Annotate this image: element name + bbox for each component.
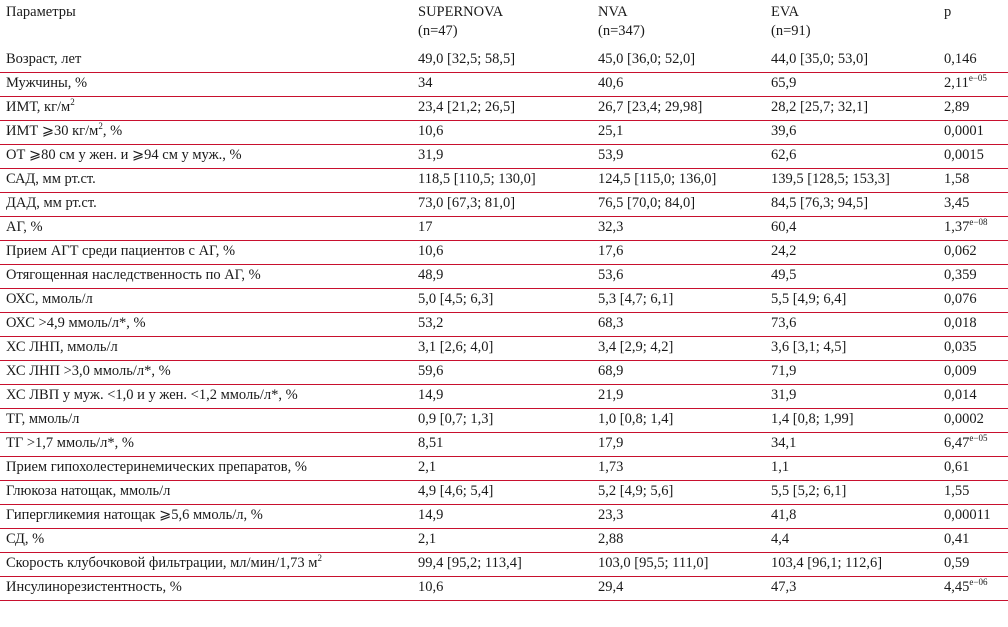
- table-row: [0, 241, 1008, 265]
- parameter-text: АГ, %: [6, 219, 43, 235]
- cell-parameter: [6, 49, 81, 70]
- cell-parameter: [6, 193, 97, 214]
- cell-parameter: [6, 289, 93, 310]
- p-value-text: 0,062: [944, 243, 977, 259]
- cell-nva: 103,0 [95,5; 111,0]: [598, 555, 709, 571]
- parameter-text: ДАД, мм рт.ст.: [6, 195, 97, 211]
- parameter-text: ОТ ⩾80 см у жен. и ⩾94 см у муж., %: [6, 147, 242, 163]
- cell-eva: 47,3: [771, 579, 797, 595]
- cell-eva: 73,6: [771, 315, 797, 331]
- p-value-text: 4,45: [944, 579, 970, 595]
- parameter-text: ХС ЛНП, ммоль/л: [6, 339, 118, 355]
- table-header: [0, 0, 1008, 49]
- cell-nva: 1,0 [0,8; 1,4]: [598, 411, 674, 427]
- p-value-text: 1,55: [944, 483, 970, 499]
- header-supernova-label: SUPERNOVA: [418, 4, 504, 20]
- p-value-text: 0,0015: [944, 147, 984, 163]
- cell-parameter: [6, 577, 182, 598]
- cell-parameter: [6, 121, 122, 143]
- parameter-text: Мужчины, %: [6, 75, 88, 91]
- table-row: [0, 97, 1008, 121]
- p-value-text: 0,0002: [944, 411, 984, 427]
- cell-parameter: [6, 457, 307, 478]
- parameter-superscript: 2: [70, 97, 75, 107]
- cell-nva: 68,9: [598, 363, 624, 379]
- table-row: [0, 313, 1008, 337]
- cell-eva: 39,6: [771, 123, 797, 139]
- cell-supernova: 14,9: [418, 507, 444, 523]
- table-row: [0, 529, 1008, 553]
- table-row: [0, 457, 1008, 481]
- header-p: p: [944, 4, 952, 20]
- cell-p-value: [944, 385, 977, 406]
- cell-supernova: 2,1: [418, 459, 437, 475]
- cell-nva: 1,73: [598, 459, 624, 475]
- parameter-text: Скорость клубочковой фильтрации, мл/мин/1,73 м: [6, 555, 318, 571]
- cell-nva: 26,7 [23,4; 29,98]: [598, 99, 703, 115]
- cell-parameter: [6, 337, 118, 358]
- p-value-text: 0,018: [944, 315, 977, 331]
- cell-eva: 139,5 [128,5; 153,3]: [771, 171, 890, 187]
- table-row: [0, 481, 1008, 505]
- table-row: [0, 217, 1008, 241]
- p-value-text: 0,359: [944, 267, 977, 283]
- cell-eva: 103,4 [96,1; 112,6]: [771, 555, 883, 571]
- cell-parameter: [6, 145, 242, 166]
- parameter-text: САД, мм рт.ст.: [6, 171, 96, 187]
- cell-nva: 53,6: [598, 267, 624, 283]
- table-row: [0, 265, 1008, 289]
- cell-p-value: [944, 265, 977, 286]
- p-value-text: 6,47: [944, 435, 970, 451]
- parameter-text: ОХС, ммоль/л: [6, 291, 93, 307]
- cell-p-value: [944, 121, 984, 142]
- cell-parameter: [6, 73, 87, 94]
- parameter-text: ТГ >1,7 ммоль/л*, %: [6, 435, 134, 451]
- header-eva: [771, 3, 811, 41]
- cell-eva: 62,6: [771, 147, 797, 163]
- cell-eva: 5,5 [4,9; 6,4]: [771, 291, 847, 307]
- cell-parameter: [6, 505, 263, 526]
- table-row: [0, 409, 1008, 433]
- p-value-text: 0,146: [944, 51, 977, 67]
- header-supernova-n: (n=47): [418, 23, 458, 39]
- table-row: [0, 121, 1008, 145]
- header-parameters: Параметры: [6, 4, 76, 20]
- table-row: [0, 361, 1008, 385]
- cell-eva: 5,5 [5,2; 6,1]: [771, 483, 847, 499]
- cell-parameter: [6, 217, 43, 238]
- cell-parameter: [6, 385, 298, 406]
- cell-supernova: 2,1: [418, 531, 437, 547]
- cell-p-value: [944, 481, 969, 502]
- cell-supernova: 48,9: [418, 267, 444, 283]
- cell-supernova: 31,9: [418, 147, 444, 163]
- p-value-text: 0,076: [944, 291, 977, 307]
- cell-nva: 17,6: [598, 243, 624, 259]
- cell-p-value: [944, 97, 969, 118]
- cell-p-value: [944, 505, 991, 526]
- cell-eva: 4,4: [771, 531, 790, 547]
- p-value-text: 0,014: [944, 387, 977, 403]
- parameter-text: Прием АГТ среди пациентов с АГ, %: [6, 243, 236, 259]
- cell-parameter: [6, 97, 75, 119]
- cell-p-value: [944, 361, 977, 382]
- header-supernova: [418, 3, 503, 41]
- cell-nva: 32,3: [598, 219, 624, 235]
- header-eva-n: (n=91): [771, 23, 811, 39]
- cell-supernova: 73,0 [67,3; 81,0]: [418, 195, 516, 211]
- cell-supernova: 118,5 [110,5; 130,0]: [418, 171, 536, 187]
- cell-p-value: [944, 169, 969, 190]
- p-value-text: 1,58: [944, 171, 970, 187]
- parameter-text: ИМТ ⩾30 кг/м: [6, 123, 99, 139]
- parameter-superscript: 2: [98, 121, 103, 131]
- parameter-text: СД, %: [6, 531, 45, 547]
- table-row: [0, 289, 1008, 313]
- parameter-text: Гипергликемия натощак ⩾5,6 ммоль/л, %: [6, 507, 263, 523]
- cell-supernova: 49,0 [32,5; 58,5]: [418, 51, 516, 67]
- cell-nva: 5,3 [4,7; 6,1]: [598, 291, 674, 307]
- cell-nva: 3,4 [2,9; 4,2]: [598, 339, 674, 355]
- parameter-superscript: 2: [317, 553, 322, 563]
- parameter-text: ИМТ, кг/м: [6, 99, 71, 115]
- cell-eva: 71,9: [771, 363, 797, 379]
- p-value-exponent: e−05: [969, 433, 988, 443]
- cell-nva: 124,5 [115,0; 136,0]: [598, 171, 717, 187]
- header-eva-label: EVA: [771, 4, 799, 20]
- parameter-text: Инсулинорезистентность, %: [6, 579, 182, 595]
- p-value-text: 3,45: [944, 195, 970, 211]
- parameter-text: Глюкоза натощак, ммоль/л: [6, 483, 171, 499]
- p-value-text: 0,41: [944, 531, 970, 547]
- cell-eva: 1,1: [771, 459, 790, 475]
- cell-nva: 29,4: [598, 579, 624, 595]
- p-value-exponent: e−06: [969, 577, 988, 587]
- cell-parameter: [6, 241, 235, 262]
- cell-parameter: [6, 361, 171, 382]
- cell-parameter: [6, 481, 170, 502]
- cell-p-value: [944, 241, 977, 262]
- cell-eva: 49,5: [771, 267, 797, 283]
- table-row: [0, 433, 1008, 457]
- cell-nva: 21,9: [598, 387, 624, 403]
- table-row: [0, 337, 1008, 361]
- cell-p-value: [944, 289, 977, 310]
- parameter-text: ХС ЛВП у муж. <1,0 и у жен. <1,2 ммоль/л*, %: [6, 387, 298, 403]
- p-value-exponent: e−08: [969, 217, 988, 227]
- cell-eva: 24,2: [771, 243, 797, 259]
- cell-p-value: [944, 49, 977, 70]
- p-value-text: 0,61: [944, 459, 970, 475]
- table-row: [0, 577, 1008, 601]
- cell-supernova: 10,6: [418, 243, 444, 259]
- cell-eva: 65,9: [771, 75, 797, 91]
- cell-supernova: 59,6: [418, 363, 444, 379]
- cell-supernova: 14,9: [418, 387, 444, 403]
- p-value-text: 0,59: [944, 555, 970, 571]
- cell-nva: 45,0 [36,0; 52,0]: [598, 51, 696, 67]
- cell-supernova: 53,2: [418, 315, 444, 331]
- cell-supernova: 0,9 [0,7; 1,3]: [418, 411, 494, 427]
- cell-p-value: [944, 145, 984, 166]
- cell-supernova: 5,0 [4,5; 6,3]: [418, 291, 494, 307]
- cell-supernova: 23,4 [21,2; 26,5]: [418, 99, 516, 115]
- cell-p-value: [944, 217, 987, 239]
- cell-eva: 31,9: [771, 387, 797, 403]
- cell-eva: 84,5 [76,3; 94,5]: [771, 195, 869, 211]
- cell-parameter: [6, 265, 261, 286]
- cell-eva: 34,1: [771, 435, 797, 451]
- table-row: [0, 145, 1008, 169]
- cell-p-value: [944, 73, 987, 95]
- cell-nva: 25,1: [598, 123, 624, 139]
- p-value-text: 2,11: [944, 75, 969, 91]
- cell-nva: 76,5 [70,0; 84,0]: [598, 195, 696, 211]
- header-nva: [598, 3, 645, 41]
- cell-supernova: 10,6: [418, 579, 444, 595]
- cell-supernova: 4,9 [4,6; 5,4]: [418, 483, 494, 499]
- parameter-text: ХС ЛНП >3,0 ммоль/л*, %: [6, 363, 171, 379]
- cell-eva: 3,6 [3,1; 4,5]: [771, 339, 847, 355]
- cell-eva: 41,8: [771, 507, 797, 523]
- p-value-text: 0,009: [944, 363, 977, 379]
- p-value-text: 0,035: [944, 339, 977, 355]
- table-row: [0, 49, 1008, 73]
- cell-eva: 28,2 [25,7; 32,1]: [771, 99, 869, 115]
- cell-p-value: [944, 553, 969, 574]
- cell-nva: 23,3: [598, 507, 624, 523]
- cell-nva: 53,9: [598, 147, 624, 163]
- table-row: [0, 169, 1008, 193]
- parameter-text: Возраст, лет: [6, 51, 82, 67]
- cell-supernova: 34: [418, 75, 433, 91]
- p-value-text: 0,00011: [944, 507, 991, 523]
- table-row: [0, 385, 1008, 409]
- cell-p-value: [944, 337, 977, 358]
- parameter-text: ТГ, ммоль/л: [6, 411, 80, 427]
- header-nva-label: NVA: [598, 4, 628, 20]
- cell-parameter: [6, 409, 79, 430]
- cell-eva: 1,4 [0,8; 1,99]: [771, 411, 854, 427]
- p-value-text: 0,0001: [944, 123, 984, 139]
- cell-parameter: [6, 433, 134, 454]
- cell-p-value: [944, 193, 969, 214]
- cell-p-value: [944, 577, 987, 599]
- cell-nva: 17,9: [598, 435, 624, 451]
- table-row: [0, 73, 1008, 97]
- cell-parameter: [6, 169, 96, 190]
- table-row: [0, 505, 1008, 529]
- cell-nva: 68,3: [598, 315, 624, 331]
- cell-parameter: [6, 529, 44, 550]
- cell-eva: 60,4: [771, 219, 797, 235]
- cell-p-value: [944, 433, 987, 455]
- p-value-text: 2,89: [944, 99, 970, 115]
- cell-eva: 44,0 [35,0; 53,0]: [771, 51, 869, 67]
- cell-supernova: 8,51: [418, 435, 444, 451]
- cell-supernova: 10,6: [418, 123, 444, 139]
- cell-supernova: 99,4 [95,2; 113,4]: [418, 555, 522, 571]
- cell-p-value: [944, 457, 969, 478]
- p-value-text: 1,37: [944, 219, 970, 235]
- cell-parameter: [6, 553, 322, 575]
- p-value-exponent: e−05: [968, 73, 987, 83]
- cell-p-value: [944, 529, 969, 550]
- header-nva-n: (n=347): [598, 23, 645, 39]
- parameter-text: Отягощенная наследственность по АГ, %: [6, 267, 261, 283]
- cell-nva: 2,88: [598, 531, 624, 547]
- parameter-text: Прием гипохолестеринемических препаратов, %: [6, 459, 307, 475]
- parameter-text: ОХС >4,9 ммоль/л*, %: [6, 315, 146, 331]
- parameter-suffix: , %: [102, 123, 123, 139]
- cell-nva: 40,6: [598, 75, 624, 91]
- cell-supernova: 17: [418, 219, 433, 235]
- cell-nva: 5,2 [4,9; 5,6]: [598, 483, 674, 499]
- cell-p-value: [944, 313, 977, 334]
- cell-p-value: [944, 409, 984, 430]
- table-row: [0, 553, 1008, 577]
- table-row: [0, 193, 1008, 217]
- cell-supernova: 3,1 [2,6; 4,0]: [418, 339, 494, 355]
- cell-parameter: [6, 313, 146, 334]
